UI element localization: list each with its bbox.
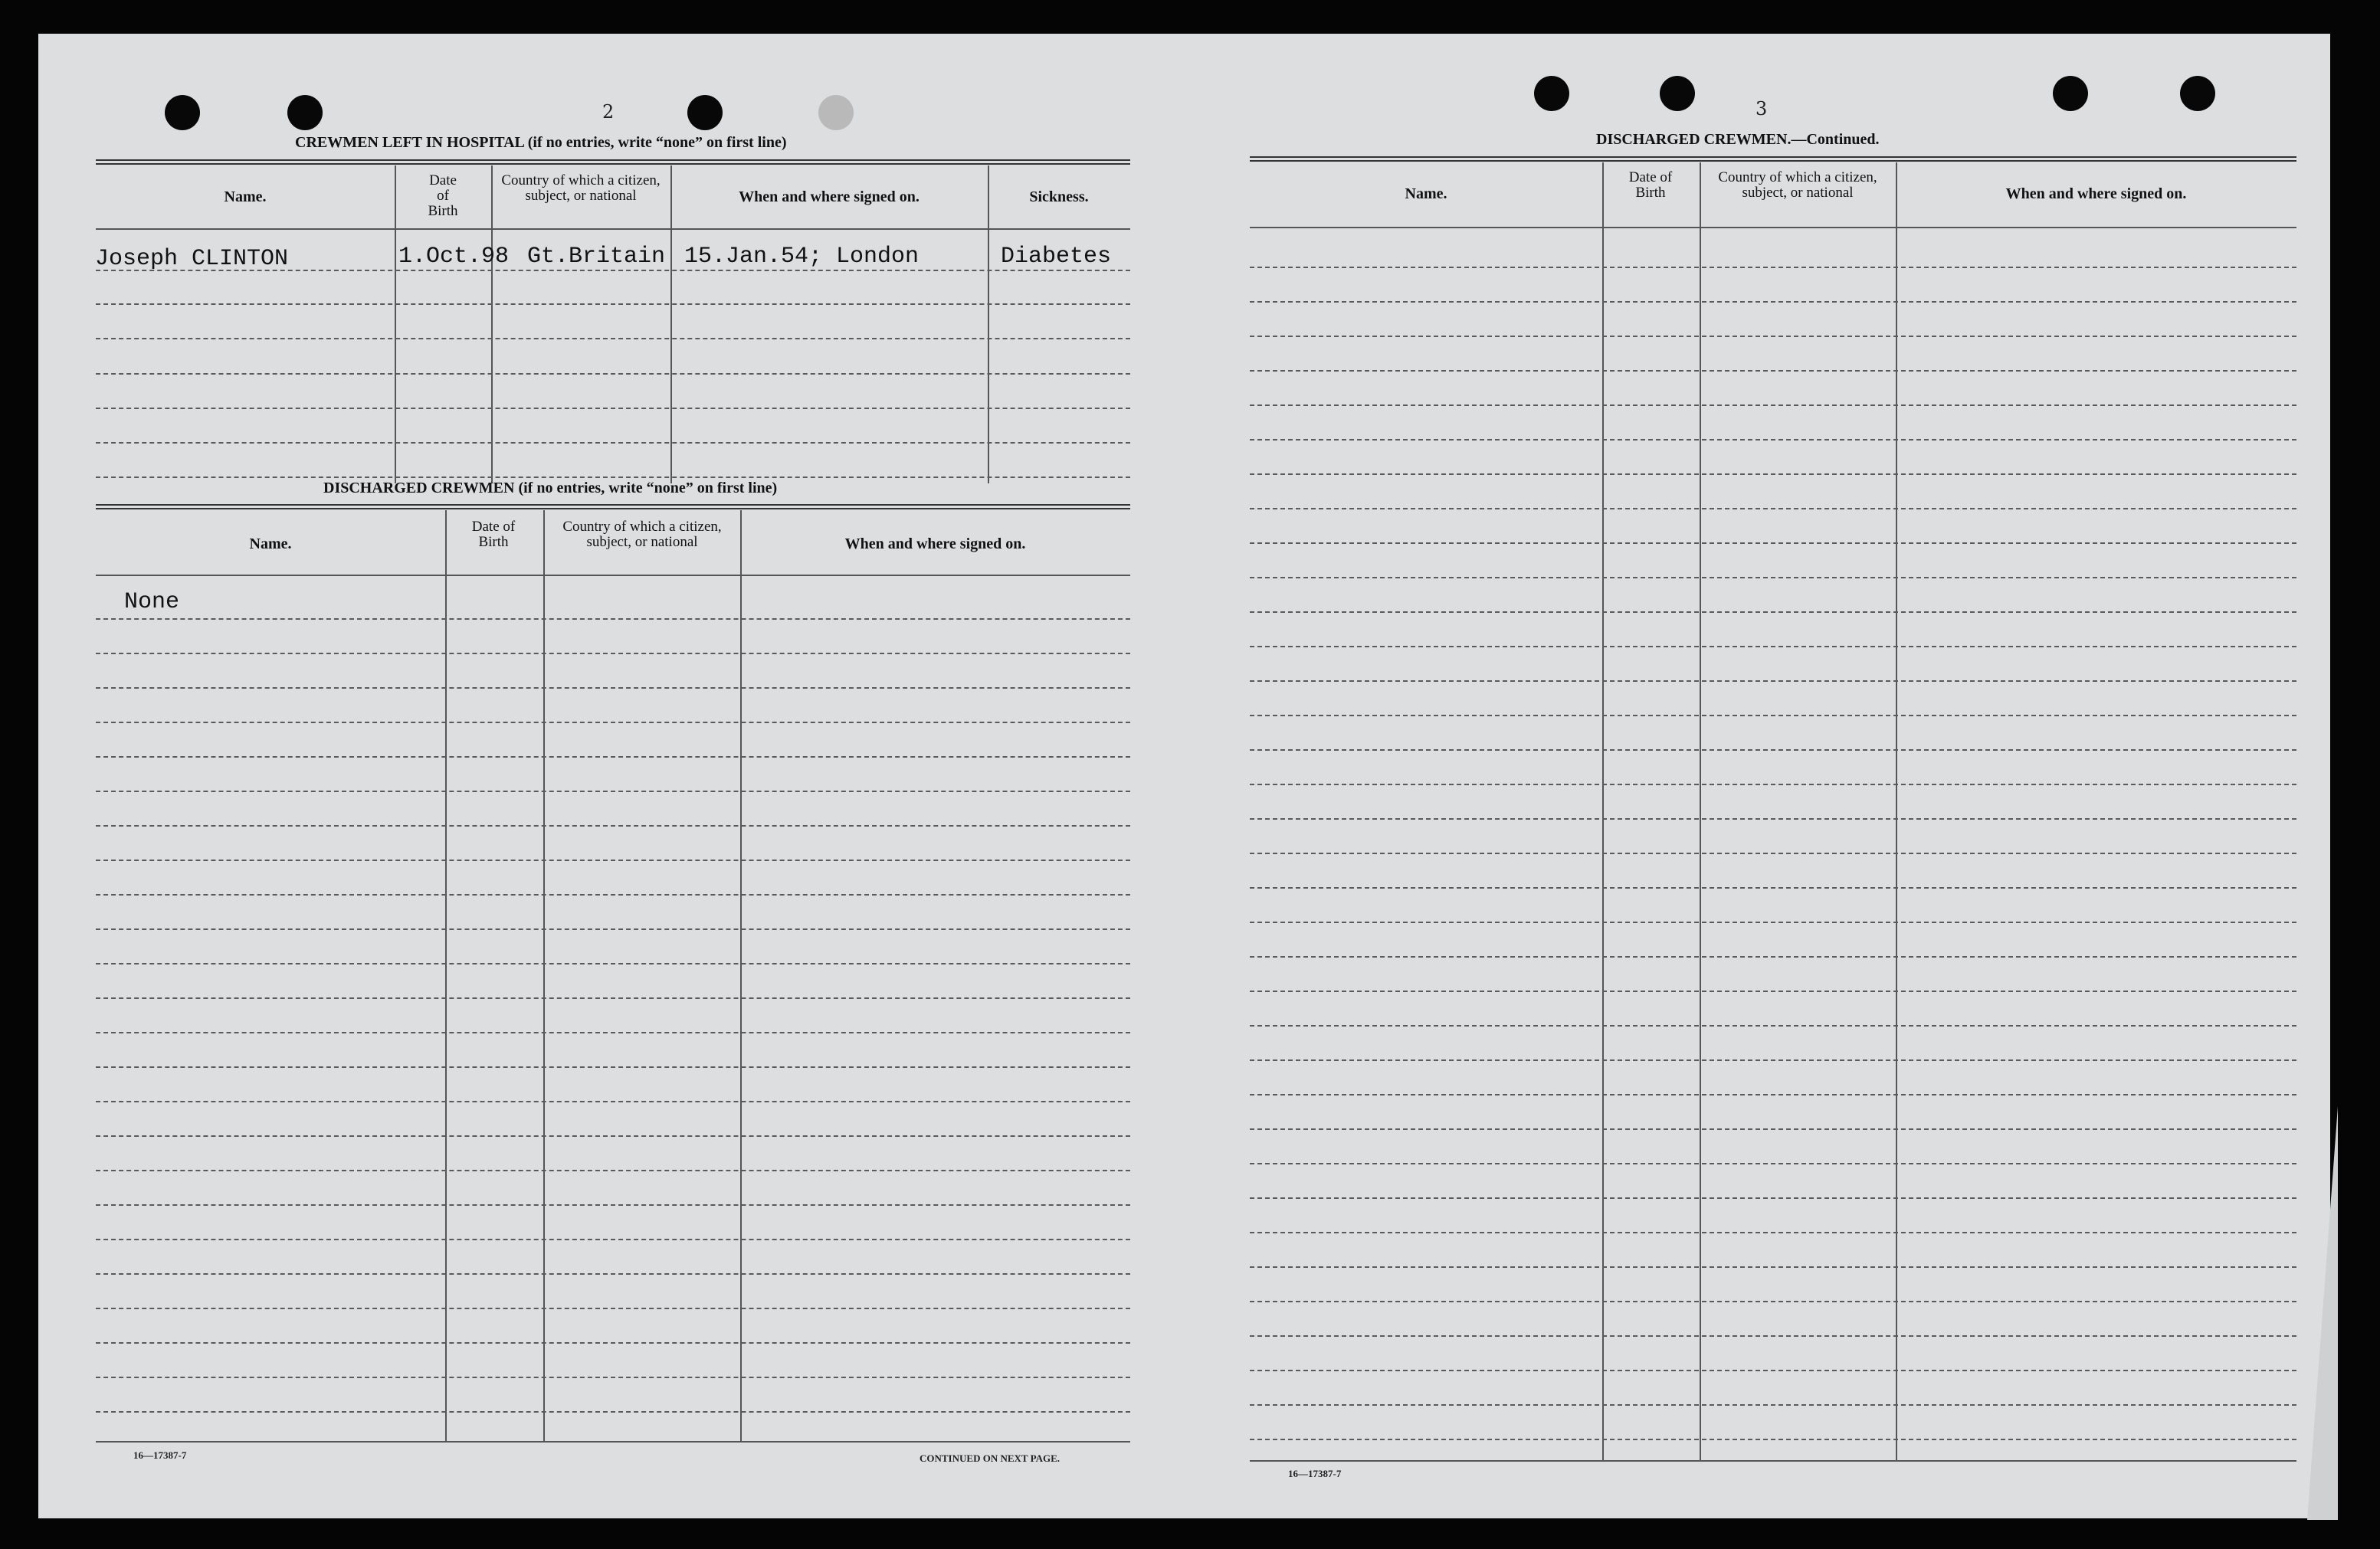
punch-hole	[818, 95, 854, 130]
header-country: Country of which a citizen, subject, or national	[501, 172, 661, 204]
crewman-sickness: Diabetes	[1001, 244, 1112, 270]
punch-hole	[1660, 76, 1695, 111]
header-dob: Date of Birth	[1628, 169, 1673, 201]
form-number: 16—17387-7	[133, 1449, 187, 1461]
left-page	[38, 34, 1199, 1518]
header-dob: Date of Birth	[471, 519, 516, 550]
header-signed: When and where signed on.	[739, 188, 920, 205]
punch-hole	[1534, 76, 1569, 111]
punch-hole	[2053, 76, 2088, 111]
header-signed: When and where signed on.	[2005, 185, 2187, 202]
right-page	[1196, 34, 2330, 1518]
page-number: 3	[1755, 98, 1768, 120]
continued-note: CONTINUED ON NEXT PAGE.	[920, 1452, 1060, 1464]
page-curl	[2307, 1106, 2338, 1520]
header-name: Name.	[1405, 185, 1447, 202]
punch-hole	[165, 95, 200, 130]
header-name: Name.	[249, 535, 292, 552]
punch-hole	[687, 95, 723, 130]
header-country: Country of which a citizen, subject, or national	[562, 519, 722, 550]
header-sickness: Sickness.	[1029, 188, 1089, 205]
header-dob: Date of Birth	[428, 172, 458, 219]
punch-hole	[2180, 76, 2215, 111]
crewman-name: Joseph CLINTON	[95, 246, 289, 272]
crewman-country: Gt.Britain	[527, 244, 666, 270]
discharged-none-entry: None	[124, 589, 180, 615]
page-title: DISCHARGED CREWMEN.—Continued.	[1596, 131, 1880, 148]
header-signed: When and where signed on.	[844, 535, 1026, 552]
hospital-section-title: CREWMEN LEFT IN HOSPITAL (if no entries, write “none” on first line)	[295, 134, 787, 151]
header-country: Country of which a citizen, subject, or national	[1718, 169, 1877, 201]
page-number: 2	[602, 101, 615, 123]
form-number: 16—17387-7	[1288, 1468, 1342, 1479]
punch-hole	[287, 95, 323, 130]
header-name: Name.	[224, 188, 267, 205]
crewman-dob: 1.Oct.98	[398, 244, 510, 270]
discharged-section-title: DISCHARGED CREWMEN (if no entries, write “none” on first line)	[323, 480, 778, 496]
crewman-signed: 15.Jan.54; London	[684, 244, 920, 270]
